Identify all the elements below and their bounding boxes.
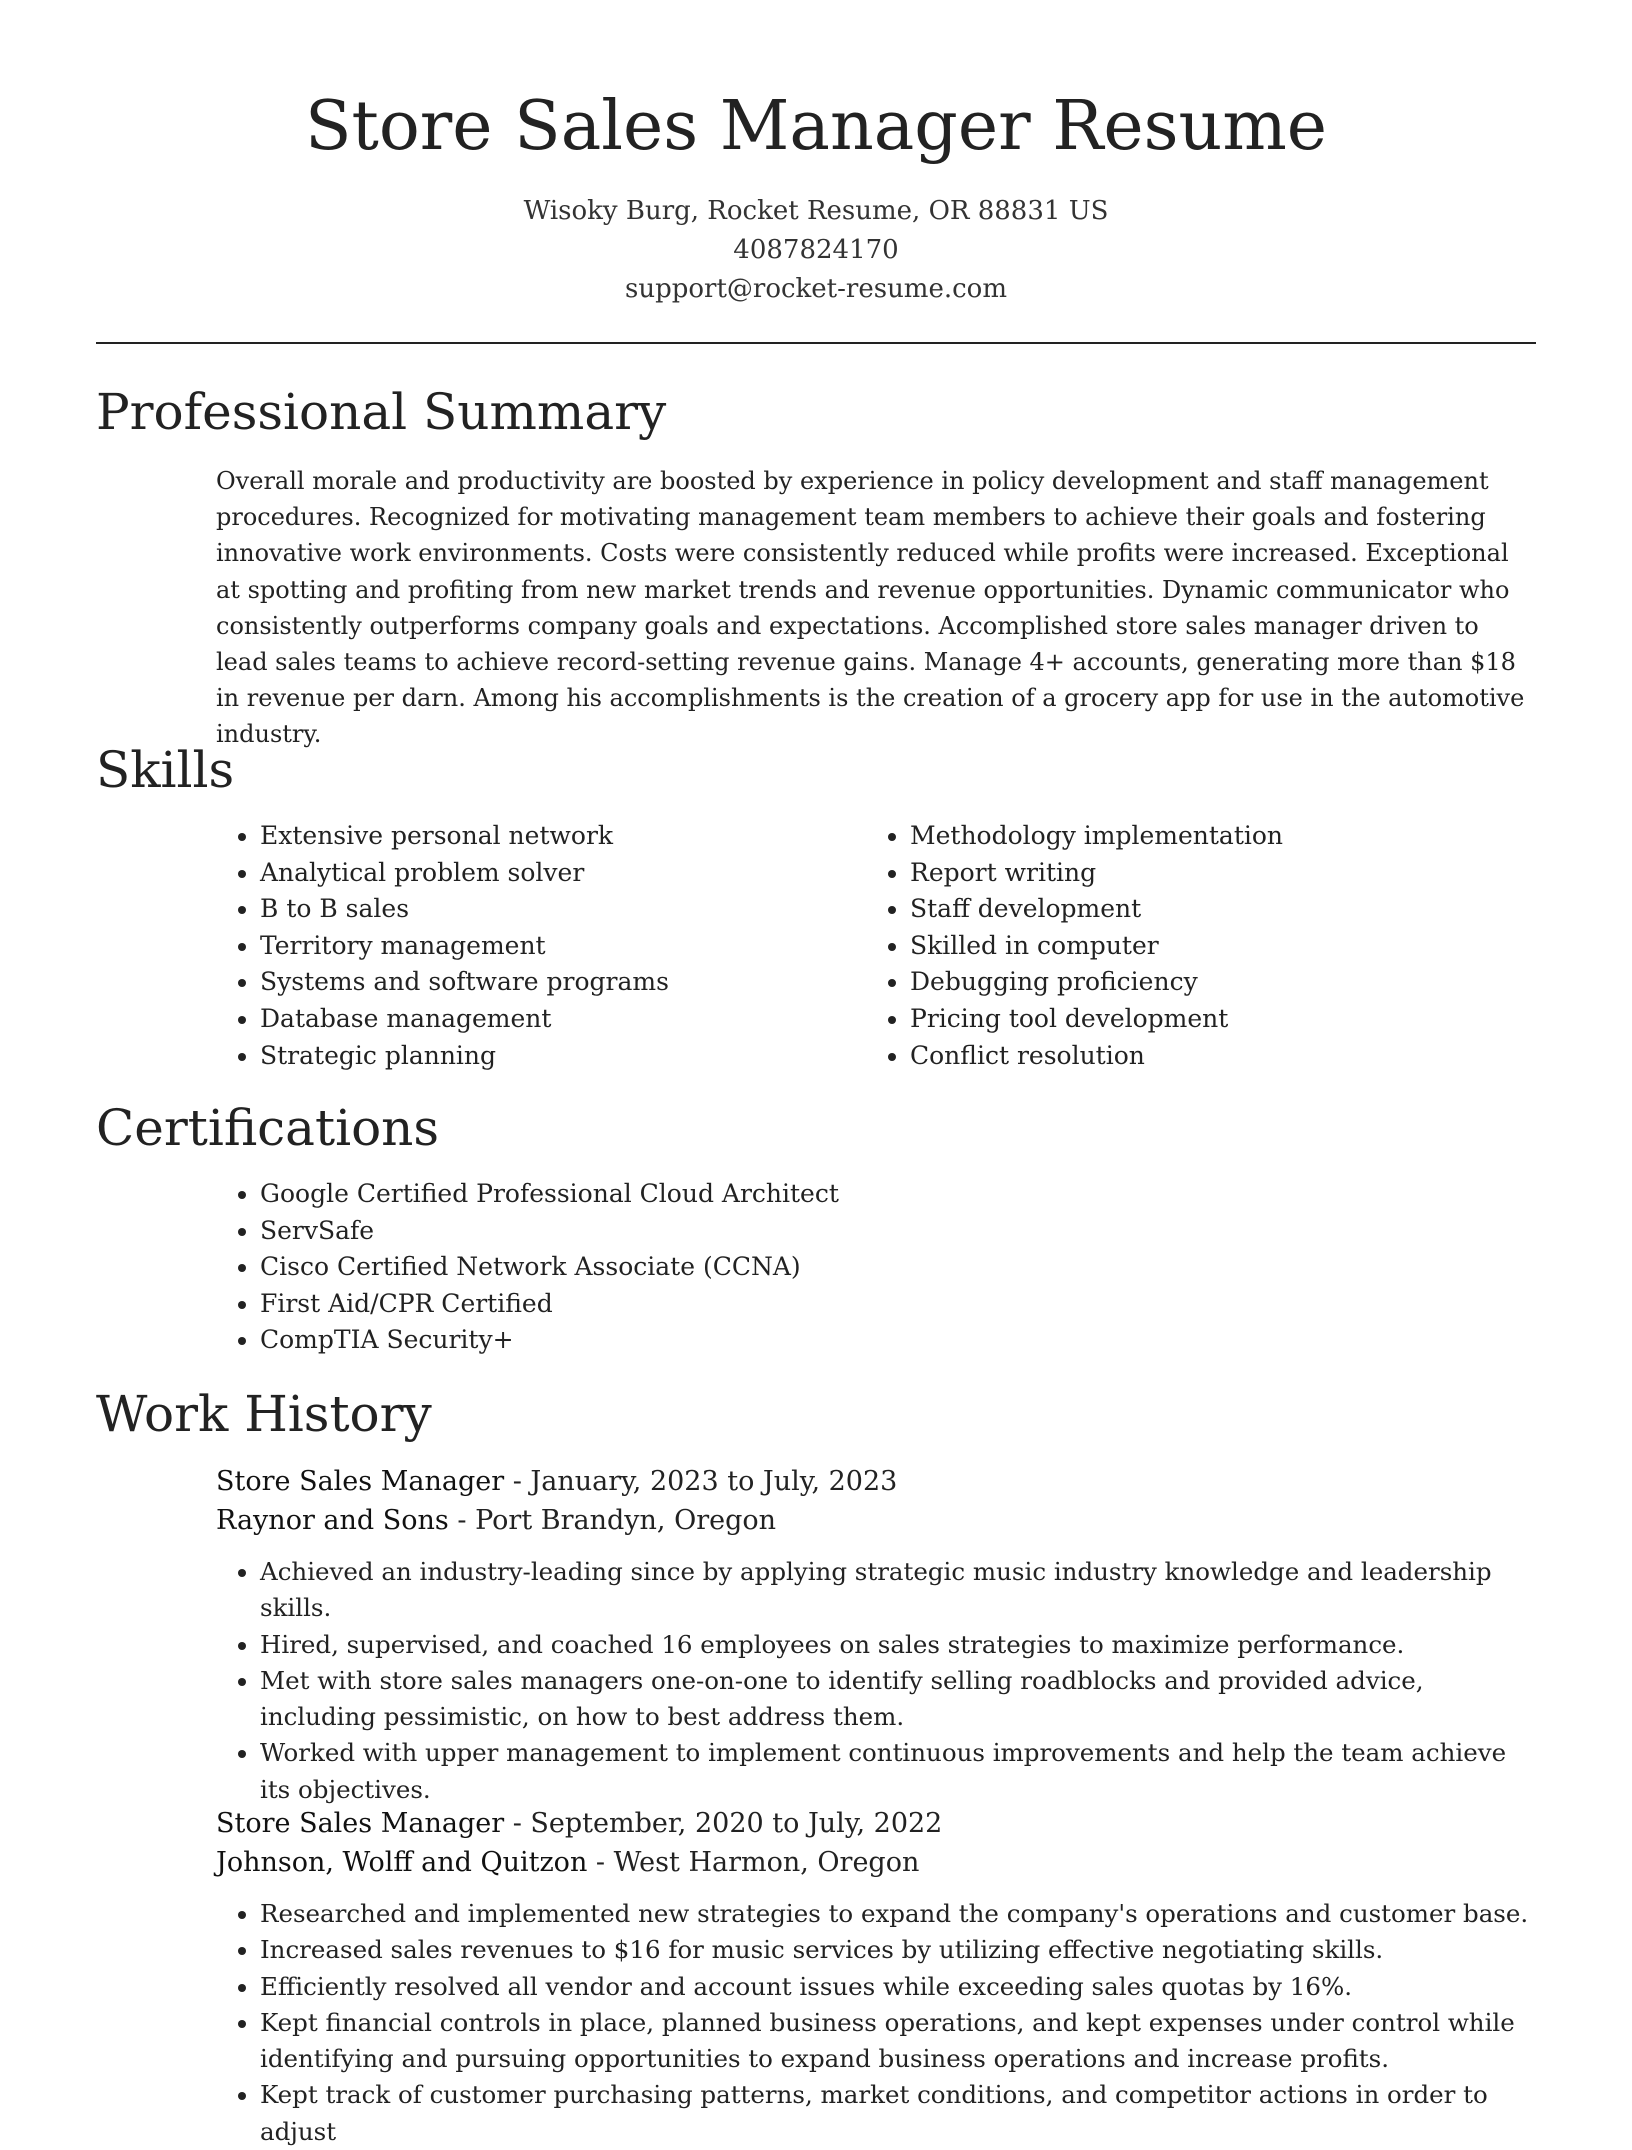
- skills-left-list: [216, 818, 856, 1074]
- resume-title: Store Sales Manager Resume: [304, 87, 1328, 166]
- certification-item: • Cisco Certified Network Associate (CCNA): [260, 1249, 1536, 1286]
- skill-item: • Staff development: [910, 891, 1506, 928]
- job-bullet: • Hired, supervised, and coached 16 employees on sales strategies to maximize performance.: [260, 1627, 1536, 1663]
- certifications-heading: Certifications: [96, 1099, 440, 1157]
- skill-item: • Analytical problem solver: [260, 855, 856, 892]
- job-bullet: • Kept track of customer purchasing patterns, market conditions, and competitor actions in order to adjust: [260, 2077, 1536, 2150]
- certification-item: • Google Certified Professional Cloud Architect: [260, 1176, 1536, 1213]
- job-company: Johnson, Wolff and Quitzon: [216, 1847, 588, 1878]
- job-dates: - January, 2023 to July, 2023: [504, 1466, 898, 1497]
- job-location: - West Harmon, Oregon: [587, 1847, 920, 1878]
- job-dates: - September, 2020 to July, 2022: [504, 1808, 943, 1839]
- skill-item: • Conflict resolution: [910, 1038, 1506, 1075]
- skill-item: • Report writing: [910, 855, 1506, 892]
- skill-item: • B to B sales: [260, 891, 856, 928]
- work-history-heading: Work History: [96, 1385, 432, 1443]
- job-bullet: • Increased sales revenues to $16 for music services by utilizing effective negotiating skills.: [260, 1932, 1536, 1968]
- certification-item: • CompTIA Security+: [260, 1322, 1536, 1359]
- skill-item: • Pricing tool development: [910, 1001, 1506, 1038]
- skills-heading: Skills: [96, 741, 235, 799]
- job-bullet: • Achieved an industry-leading since by applying strategic music industry knowledge and leadership skills.: [260, 1554, 1536, 1627]
- job-entry: [216, 1804, 1536, 2150]
- job-bullet: • Kept financial controls in place, planned business operations, and kept expenses under control while identifying and pursuing opportunities to expand business operations and increase profits.: [260, 2005, 1536, 2078]
- job-bullet: • Efficiently resolved all vendor and account issues while exceeding sales quotas by 16%.: [260, 1969, 1536, 2005]
- skill-item: • Extensive personal network: [260, 818, 856, 855]
- job-company: Raynor and Sons: [216, 1505, 449, 1536]
- certification-item: • ServSafe: [260, 1213, 1536, 1250]
- job-bullets: [216, 1554, 1536, 1808]
- skill-item: • Strategic planning: [260, 1038, 856, 1075]
- skill-item: • Methodology implementation: [910, 818, 1506, 855]
- contact-phone: 4087824170: [733, 235, 899, 265]
- job-location: - Port Brandyn, Oregon: [448, 1505, 777, 1536]
- job-company-line: [216, 1501, 1536, 1540]
- certifications-list: [216, 1176, 1536, 1359]
- job-title: Store Sales Manager: [216, 1466, 505, 1497]
- skills-left-column: [216, 818, 856, 1074]
- skill-item: • Systems and software programs: [260, 964, 856, 1001]
- resume-header: [96, 84, 1536, 309]
- job-entry: [216, 1462, 1536, 1808]
- skill-item: • Debugging proficiency: [910, 964, 1506, 1001]
- contact-address: Wisoky Burg, Rocket Resume, OR 88831 US: [523, 196, 1109, 226]
- job-bullet: • Worked with upper management to implement continuous improvements and help the team achieve its objectives.: [260, 1735, 1536, 1808]
- job-bullet: • Researched and implemented new strategies to expand the company's operations and customer base.: [260, 1896, 1536, 1932]
- skill-item: • Database management: [260, 1001, 856, 1038]
- summary-heading: Professional Summary: [96, 383, 667, 441]
- contact-email: support@rocket-resume.com: [624, 274, 1007, 304]
- job-title: Store Sales Manager: [216, 1808, 505, 1839]
- skills-right-column: [866, 818, 1506, 1074]
- summary-text: Overall morale and productivity are boosted by experience in policy development and staff management procedures. Recognized for motivating management team members to achieve their goals and fostering innovative work environments. Costs were consistently reduced while profits were increased. Exceptional at spotting and profiting from new market trends and revenue opportunities. Dynamic communicator who consistently outperforms company goals and expectations. Accomplished store sales manager driven to lead sales teams to achieve record-setting revenue gains. Manage 4+ accounts, generating more than $18 in revenue per darn. Among his accomplishments is the creation of a grocery app for use in the automotive industry.: [216, 467, 1525, 749]
- certifications-block: [216, 1176, 1536, 1359]
- job-title-line: [216, 1804, 1536, 1843]
- certification-item: • First Aid/CPR Certified: [260, 1286, 1536, 1323]
- job-company-line: [216, 1843, 1536, 1882]
- header-divider: [96, 342, 1536, 344]
- skill-item: • Territory management: [260, 928, 856, 965]
- job-bullet: • Met with store sales managers one-on-one to identify selling roadblocks and provided advice, including pessimistic, on how to best address them.: [260, 1663, 1536, 1736]
- job-title-line: [216, 1462, 1536, 1501]
- skill-item: • Skilled in computer: [910, 928, 1506, 965]
- skills-right-list: [866, 818, 1506, 1074]
